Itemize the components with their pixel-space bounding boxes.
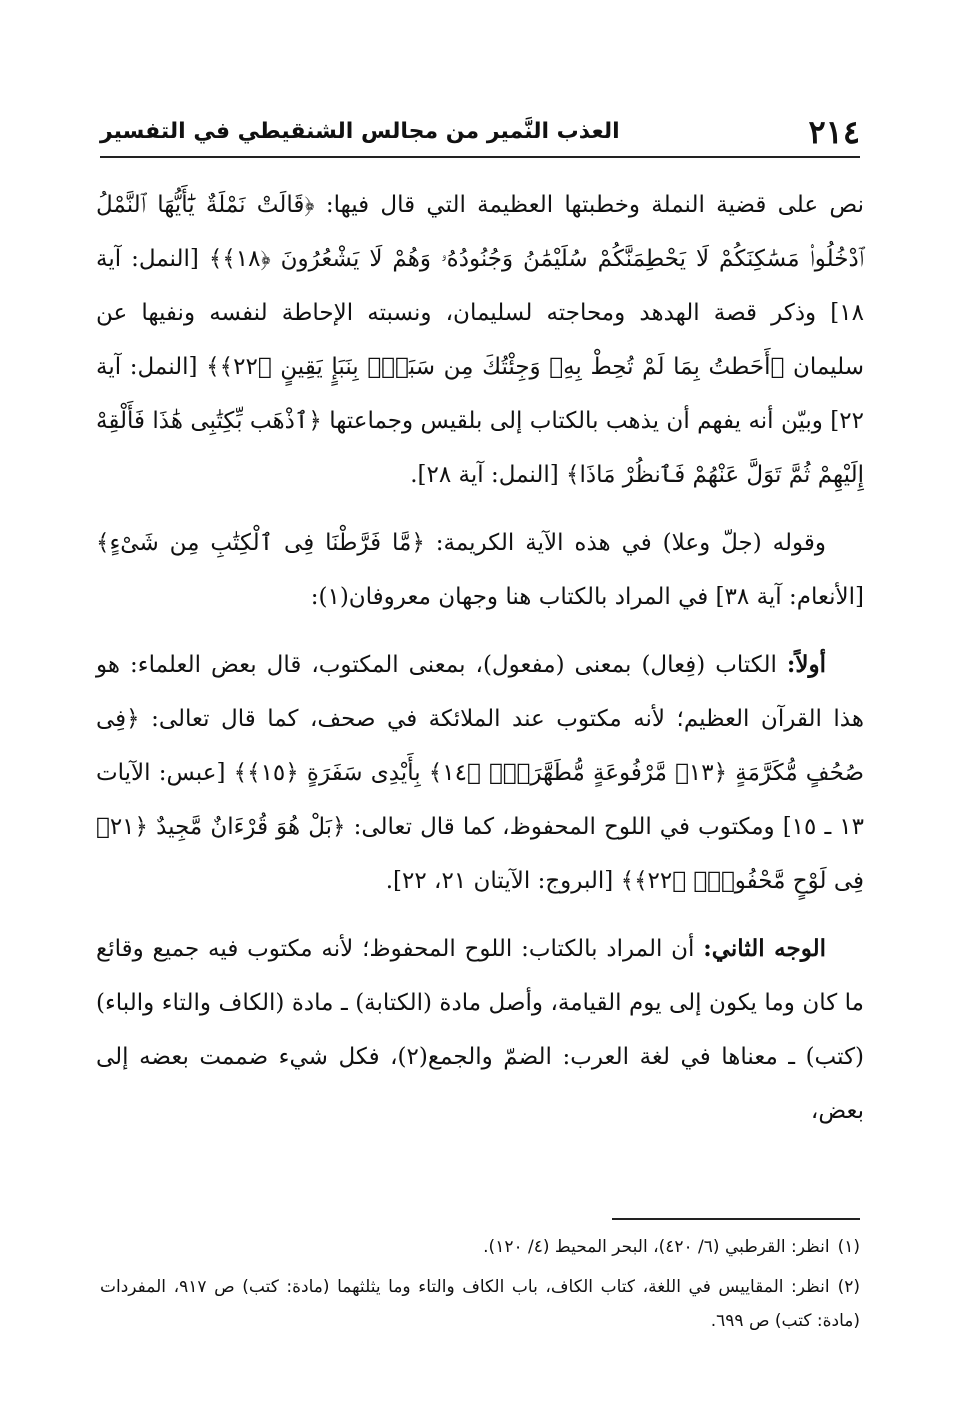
paragraph-kitab-intro: وقوله (جلّ وعلا) في هذه الآية الكريمة: ﴿مَّا فَرَّطْنَا فِى ٱلْكِتَٰبِ مِن شَىْءٍ﴾ [الأنعام: آية ٣٨] في المراد بالكتاب هنا وجهان معروفان(١): (96, 530, 864, 610)
paragraph-second-meaning (96, 922, 864, 1138)
footnote-item (100, 1230, 860, 1264)
paragraph-lead: أولاً: (786, 651, 826, 678)
footnotes (100, 1230, 860, 1344)
footnote-text: انظر: القرطبي (٦/ ٤٢٠)، البحر المحيط (٤/ ١٢٠). (483, 1237, 830, 1257)
main-text (96, 178, 864, 1152)
page-header (100, 108, 860, 152)
paragraph-lead: الوجه الثاني: (703, 935, 826, 962)
running-title: العذب النَّمير من مجالس الشنقيطي في التفسير (100, 119, 620, 144)
footnote-number: (٢) (837, 1277, 860, 1297)
header-divider (100, 156, 860, 158)
paragraph-first-meaning (96, 638, 864, 908)
paragraph-ant-story: نص على قضية النملة وخطبتها العظيمة التي قال فيها: ﴿قَالَتْ نَمْلَةٌ يَٰٓأَيُّهَا ٱلنَّمْلُ ٱدْخُلُوا۟ مَسَٰكِنَكُمْ لَا يَحْطِمَنَّكُمْ سُلَيْمَٰنُ وَجُنُودُهُۥ وَهُمْ لَا يَشْعُرُونَ ﴿١٨﴾﴾ [النمل: آية ١٨] وذكر قصة الهدهد ومحاجته لسليمان، ونسبته الإحاطة لنفسه ونفيها عن سليمان ﴿أَحَطتُ بِمَا لَمْ تُحِطْ بِهِۦ وَجِئْتُكَ مِن سَبَإٍۭ بِنَبَإٍ يَقِينٍ ﴿٢٢﴾﴾ [النمل: آية ٢٢] وبيّن أنه يفهم أن يذهب بالكتاب إلى بلقيس وجماعتها ﴿ٱذْهَب بِّكِتَٰبِى هَٰذَا فَأَلْقِهْ إِلَيْهِمْ ثُمَّ تَوَلَّ عَنْهُمْ فَٱنظُرْ مَاذَا﴾ [النمل: آية ٢٨]. (96, 192, 864, 488)
footnote-divider (612, 1218, 860, 1220)
footnote-item (100, 1270, 860, 1338)
footnote-text: انظر: المقاييس في اللغة، كتاب الكاف، باب الكاف والتاء وما يثلثهما (مادة: كتب) ص ٩١٧، المفردات (مادة: كتب) ص ٦٩٩. (100, 1277, 860, 1331)
page-number: ٢١٤ (808, 113, 860, 151)
paragraph-body: أن المراد بالكتاب: اللوح المحفوظ؛ لأنه مكتوب فيه جميع وقائع ما كان وما يكون إلى يوم القيامة، وأصل مادة (الكتابة) ـ مادة (الكاف والتاء والباء) (كتب) ـ معناها في لغة العرب: الضمّ والجمع(٢)، فكل شيء ضممت بعضه إلى بعض، (96, 936, 864, 1124)
paragraph-body: الكتاب (فِعال) بمعنى (مفعول)، بمعنى المكتوب، قال بعض العلماء: هو هذا القرآن العظيم؛ لأنه مكتوب عند الملائكة في صحف، كما قال تعالى: ﴿فِى صُحُفٍ مُّكَرَّمَةٍ ﴿١٣﴾ مَّرْفُوعَةٍ مُّطَهَّرَةٍۭ ﴿١٤﴾ بِأَيْدِى سَفَرَةٍ ﴿١٥﴾﴾ [عبس: الآيات ١٣ ـ ١٥] ومكتوب في اللوح المحفوظ، كما قال تعالى: ﴿بَلْ هُوَ قُرْءَانٌ مَّجِيدٌ ﴿٢١﴾ فِى لَوْحٍ مَّحْفُوظٍۭ ﴿٢٢﴾﴾ [البروج: الآيتان ٢١، ٢٢]. (96, 652, 864, 894)
footnote-number: (١) (837, 1237, 860, 1257)
